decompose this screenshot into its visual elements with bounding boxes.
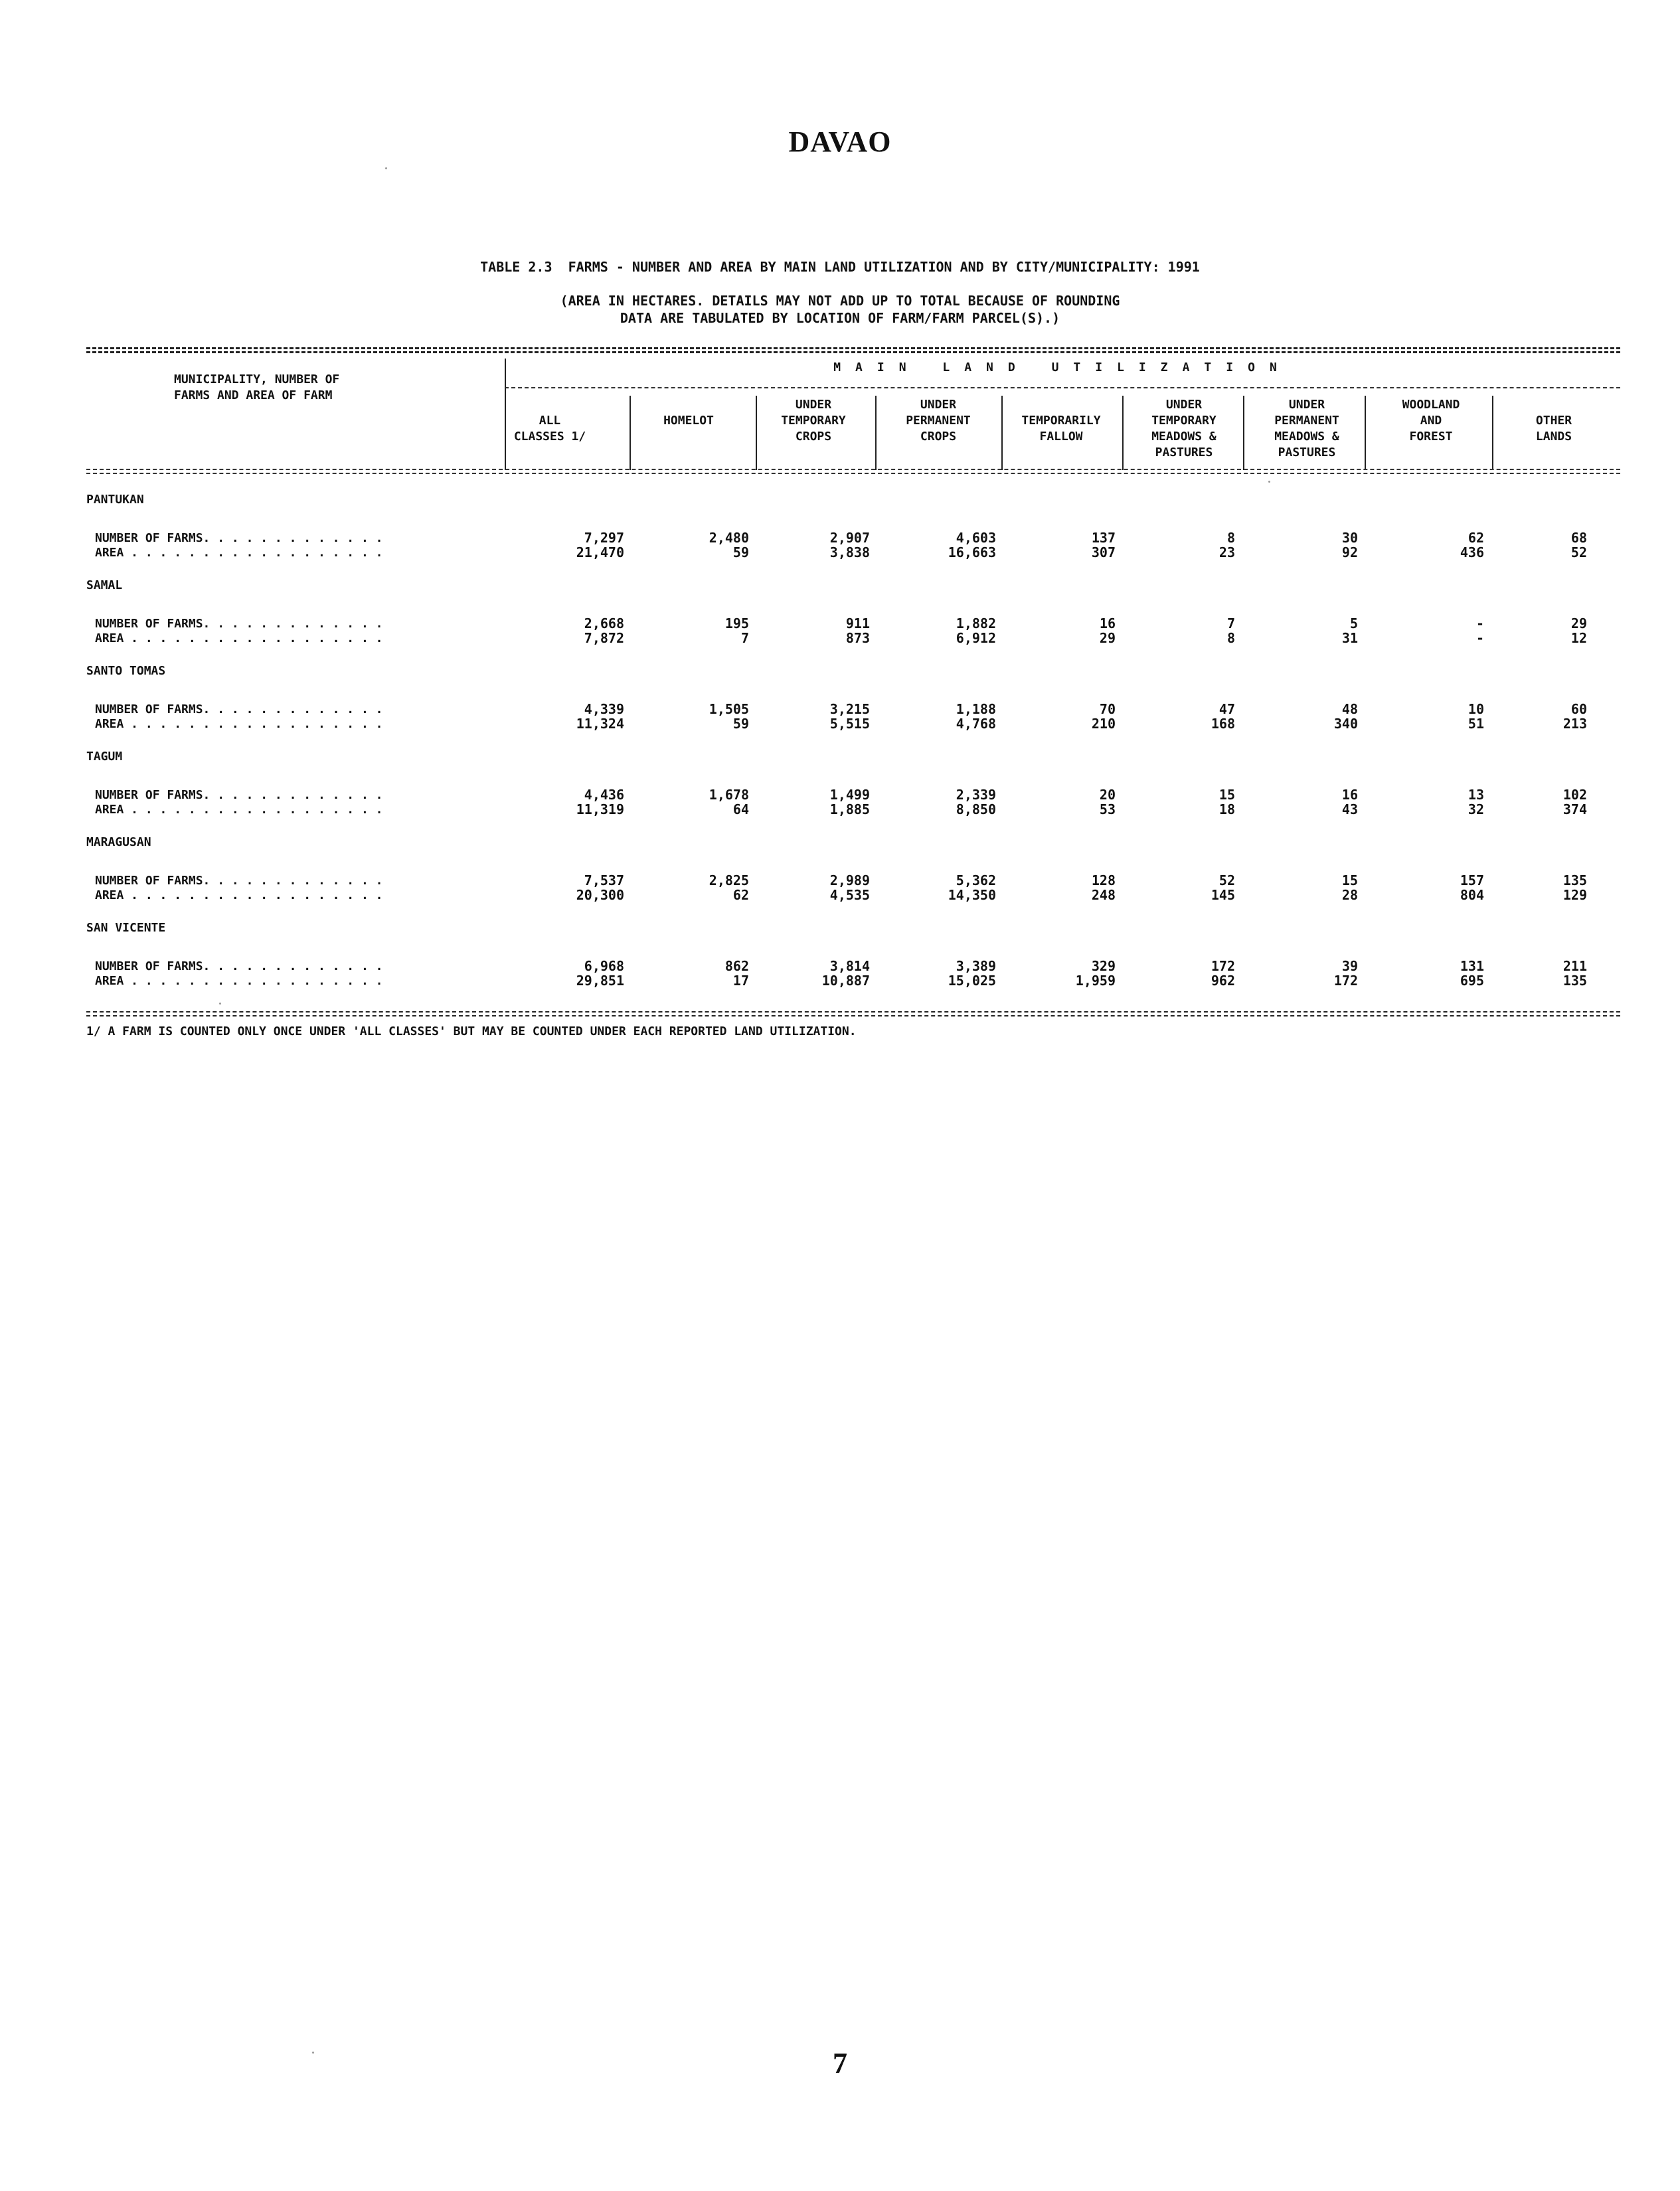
column-header: WOODLAND AND FOREST: [1402, 398, 1460, 444]
table-cell: 70: [1099, 701, 1116, 717]
table-cell: 4,603: [956, 530, 996, 546]
table-cell: 1,885: [829, 801, 870, 817]
table-cell: 48: [1341, 701, 1358, 717]
table-cell: 21,470: [576, 544, 624, 560]
table-cell: 11,324: [576, 716, 624, 732]
table-cell: 5: [1349, 615, 1358, 631]
table-cell: 1,499: [829, 787, 870, 803]
column-header: UNDER PERMANENT MEADOWS & PASTURES: [1274, 398, 1339, 459]
table-cell: 329: [1091, 958, 1116, 974]
row-label-number-of-farms: NUMBER OF FARMS. . . . . . . . . . . . .: [95, 702, 383, 716]
table-cell: 195: [724, 615, 749, 631]
table-cell: 7,872: [584, 630, 624, 646]
row-label-number-of-farms: NUMBER OF FARMS. . . . . . . . . . . . .: [95, 531, 383, 545]
table-cell: 804: [1460, 887, 1484, 903]
table-cell: 211: [1562, 958, 1587, 974]
table-bottom-rule-2: [86, 1015, 1620, 1016]
table-cell: 135: [1562, 973, 1587, 989]
main-land-utilization-spanner: MAIN LAND UTILIZATION: [833, 361, 1292, 374]
table-cell: 29: [1570, 615, 1587, 631]
table-cell: 1,505: [709, 701, 749, 717]
table-cell: 102: [1562, 787, 1587, 803]
table-cell: 911: [845, 615, 870, 631]
table-cell: 59: [732, 544, 749, 560]
table-cell: 7,537: [584, 872, 624, 888]
scan-speck: [1268, 481, 1270, 483]
column-divider: [1001, 396, 1003, 470]
table-cell: 92: [1341, 544, 1358, 560]
table-cell: 10: [1468, 701, 1484, 717]
header-bottom-rule-2: [86, 473, 1620, 474]
page-number: 7: [833, 2047, 847, 2079]
table-cell: 5,362: [956, 872, 996, 888]
table-cell: 3,838: [829, 544, 870, 560]
table-note-line-1: (AREA IN HECTARES. DETAILS MAY NOT ADD UP TO TOTAL BECAUSE OF ROUNDING: [560, 293, 1120, 309]
section-name: PANTUKAN: [86, 493, 144, 507]
table-cell: 15: [1341, 872, 1358, 888]
table-cell: 695: [1460, 973, 1484, 989]
header-bottom-rule: [86, 469, 1620, 470]
table-cell: 30: [1341, 530, 1358, 546]
row-label-number-of-farms: NUMBER OF FARMS. . . . . . . . . . . . .: [95, 788, 383, 802]
table-cell: 23: [1218, 544, 1235, 560]
table-cell: 2,907: [829, 530, 870, 546]
table-cell: 52: [1570, 544, 1587, 560]
table-top-rule-2: [86, 351, 1620, 353]
table-cell: 4,436: [584, 787, 624, 803]
table-cell: 137: [1091, 530, 1116, 546]
table-cell: 4,339: [584, 701, 624, 717]
table-cell: 3,389: [956, 958, 996, 974]
row-label-area: AREA . . . . . . . . . . . . . . . . . .: [95, 974, 383, 988]
table-cell: 20: [1099, 787, 1116, 803]
table-cell: 39: [1341, 958, 1358, 974]
row-label-area: AREA . . . . . . . . . . . . . . . . . .: [95, 717, 383, 731]
row-label-number-of-farms: NUMBER OF FARMS. . . . . . . . . . . . .: [95, 617, 383, 631]
table-cell: 1,678: [709, 787, 749, 803]
column-divider: [1122, 396, 1124, 470]
column-divider: [630, 396, 631, 470]
table-top-rule: [86, 347, 1620, 349]
spanner-rule: [505, 387, 1620, 388]
table-cell: 2,480: [709, 530, 749, 546]
table-cell: 1,188: [956, 701, 996, 717]
table-cell: -: [1475, 630, 1484, 646]
table-cell: 32: [1468, 801, 1484, 817]
column-header: HOMELOT: [663, 414, 714, 428]
column-header: UNDER PERMANENT CROPS: [906, 398, 971, 444]
table-cell: 3,215: [829, 701, 870, 717]
table-cell: 68: [1570, 530, 1587, 546]
row-label-area: AREA . . . . . . . . . . . . . . . . . .: [95, 888, 383, 902]
table-cell: 8: [1226, 530, 1235, 546]
table-cell: 157: [1460, 872, 1484, 888]
table-cell: 862: [724, 958, 749, 974]
column-divider: [1492, 396, 1493, 470]
row-label-number-of-farms: NUMBER OF FARMS. . . . . . . . . . . . .: [95, 874, 383, 888]
table-cell: 53: [1099, 801, 1116, 817]
column-header: ALL CLASSES 1/: [513, 414, 586, 444]
table-cell: 213: [1562, 716, 1587, 732]
table-cell: 168: [1211, 716, 1235, 732]
table-cell: 7: [1226, 615, 1235, 631]
section-name: TAGUM: [86, 750, 123, 764]
stub-header-line-2: FARMS AND AREA OF FARM: [174, 388, 333, 402]
table-cell: 873: [845, 630, 870, 646]
table-title: TABLE 2.3 FARMS - NUMBER AND AREA BY MAIN LAND UTILIZATION AND BY CITY/MUNICIPALITY: 1991: [480, 259, 1200, 275]
row-label-area: AREA . . . . . . . . . . . . . . . . . .: [95, 546, 383, 560]
table-cell: 128: [1091, 872, 1116, 888]
table-cell: -: [1475, 615, 1484, 631]
table-cell: 436: [1460, 544, 1484, 560]
scan-speck: [385, 167, 387, 169]
column-header: TEMPORARILY FALLOW: [1021, 414, 1101, 444]
table-cell: 43: [1341, 801, 1358, 817]
column-divider: [1243, 396, 1244, 470]
table-cell: 172: [1211, 958, 1235, 974]
table-cell: 12: [1570, 630, 1587, 646]
table-cell: 962: [1211, 973, 1235, 989]
table-cell: 8,850: [956, 801, 996, 817]
scan-speck: [312, 2052, 314, 2054]
table-cell: 7: [740, 630, 749, 646]
table-cell: 129: [1562, 887, 1587, 903]
table-cell: 16,663: [948, 544, 996, 560]
column-divider: [1365, 396, 1366, 470]
table-cell: 6,968: [584, 958, 624, 974]
table-cell: 2,825: [709, 872, 749, 888]
table-cell: 51: [1468, 716, 1484, 732]
table-cell: 374: [1562, 801, 1587, 817]
table-note: [0, 292, 1680, 327]
table-cell: 172: [1333, 973, 1358, 989]
table-cell: 4,535: [829, 887, 870, 903]
section-name: SAN VICENTE: [86, 921, 166, 935]
table-cell: 64: [732, 801, 749, 817]
table-cell: 17: [732, 973, 749, 989]
table-cell: 15: [1218, 787, 1235, 803]
table-cell: 210: [1091, 716, 1116, 732]
table-cell: 13: [1468, 787, 1484, 803]
table-cell: 145: [1211, 887, 1235, 903]
table-cell: 1,959: [1075, 973, 1116, 989]
table-cell: 2,668: [584, 615, 624, 631]
table-cell: 2,989: [829, 872, 870, 888]
table-cell: 340: [1333, 716, 1358, 732]
table-cell: 59: [732, 716, 749, 732]
table-cell: 16: [1099, 615, 1116, 631]
table-cell: 16: [1341, 787, 1358, 803]
table-cell: 62: [1468, 530, 1484, 546]
table-cell: 47: [1218, 701, 1235, 717]
table-cell: 5,515: [829, 716, 870, 732]
section-name: SANTO TOMAS: [86, 664, 166, 678]
table-cell: 131: [1460, 958, 1484, 974]
table-bottom-rule: [86, 1011, 1620, 1013]
table-cell: 20,300: [576, 887, 624, 903]
table-cell: 8: [1226, 630, 1235, 646]
section-name: MARAGUSAN: [86, 835, 151, 849]
scan-speck: [219, 1003, 221, 1005]
section-name: SAMAL: [86, 578, 123, 592]
row-label-area: AREA . . . . . . . . . . . . . . . . . .: [95, 631, 383, 645]
table-cell: 31: [1341, 630, 1358, 646]
table-cell: 60: [1570, 701, 1587, 717]
table-cell: 3,814: [829, 958, 870, 974]
table-cell: 6,912: [956, 630, 996, 646]
row-label-area: AREA . . . . . . . . . . . . . . . . . .: [95, 803, 383, 817]
table-cell: 29: [1099, 630, 1116, 646]
table-cell: 307: [1091, 544, 1116, 560]
page-title: DAVAO: [788, 125, 892, 158]
table-cell: 248: [1091, 887, 1116, 903]
table-cell: 15,025: [948, 973, 996, 989]
table-cell: 28: [1341, 887, 1358, 903]
column-header: UNDER TEMPORARY MEADOWS & PASTURES: [1151, 398, 1217, 459]
column-header: OTHER LANDS: [1535, 414, 1572, 444]
table-cell: 14,350: [948, 887, 996, 903]
table-cell: 18: [1218, 801, 1235, 817]
table-cell: 7,297: [584, 530, 624, 546]
row-label-number-of-farms: NUMBER OF FARMS. . . . . . . . . . . . .: [95, 959, 383, 973]
stub-header-line-1: MUNICIPALITY, NUMBER OF: [174, 372, 340, 386]
table-cell: 135: [1562, 872, 1587, 888]
table-cell: 11,319: [576, 801, 624, 817]
table-note-line-2: DATA ARE TABULATED BY LOCATION OF FARM/FARM PARCEL(S).): [620, 310, 1060, 326]
table-cell: 2,339: [956, 787, 996, 803]
table-cell: 52: [1218, 872, 1235, 888]
column-divider: [875, 396, 877, 470]
table-cell: 4,768: [956, 716, 996, 732]
table-cell: 1,882: [956, 615, 996, 631]
footnote: 1/ A FARM IS COUNTED ONLY ONCE UNDER 'ALL CLASSES' BUT MAY BE COUNTED UNDER EACH REPORTED LAND UTILIZATION.: [86, 1024, 857, 1038]
table-cell: 29,851: [576, 973, 624, 989]
stub-header: [174, 372, 339, 404]
table-cell: 10,887: [821, 973, 870, 989]
table-cell: 62: [732, 887, 749, 903]
column-header: UNDER TEMPORARY CROPS: [781, 398, 846, 444]
